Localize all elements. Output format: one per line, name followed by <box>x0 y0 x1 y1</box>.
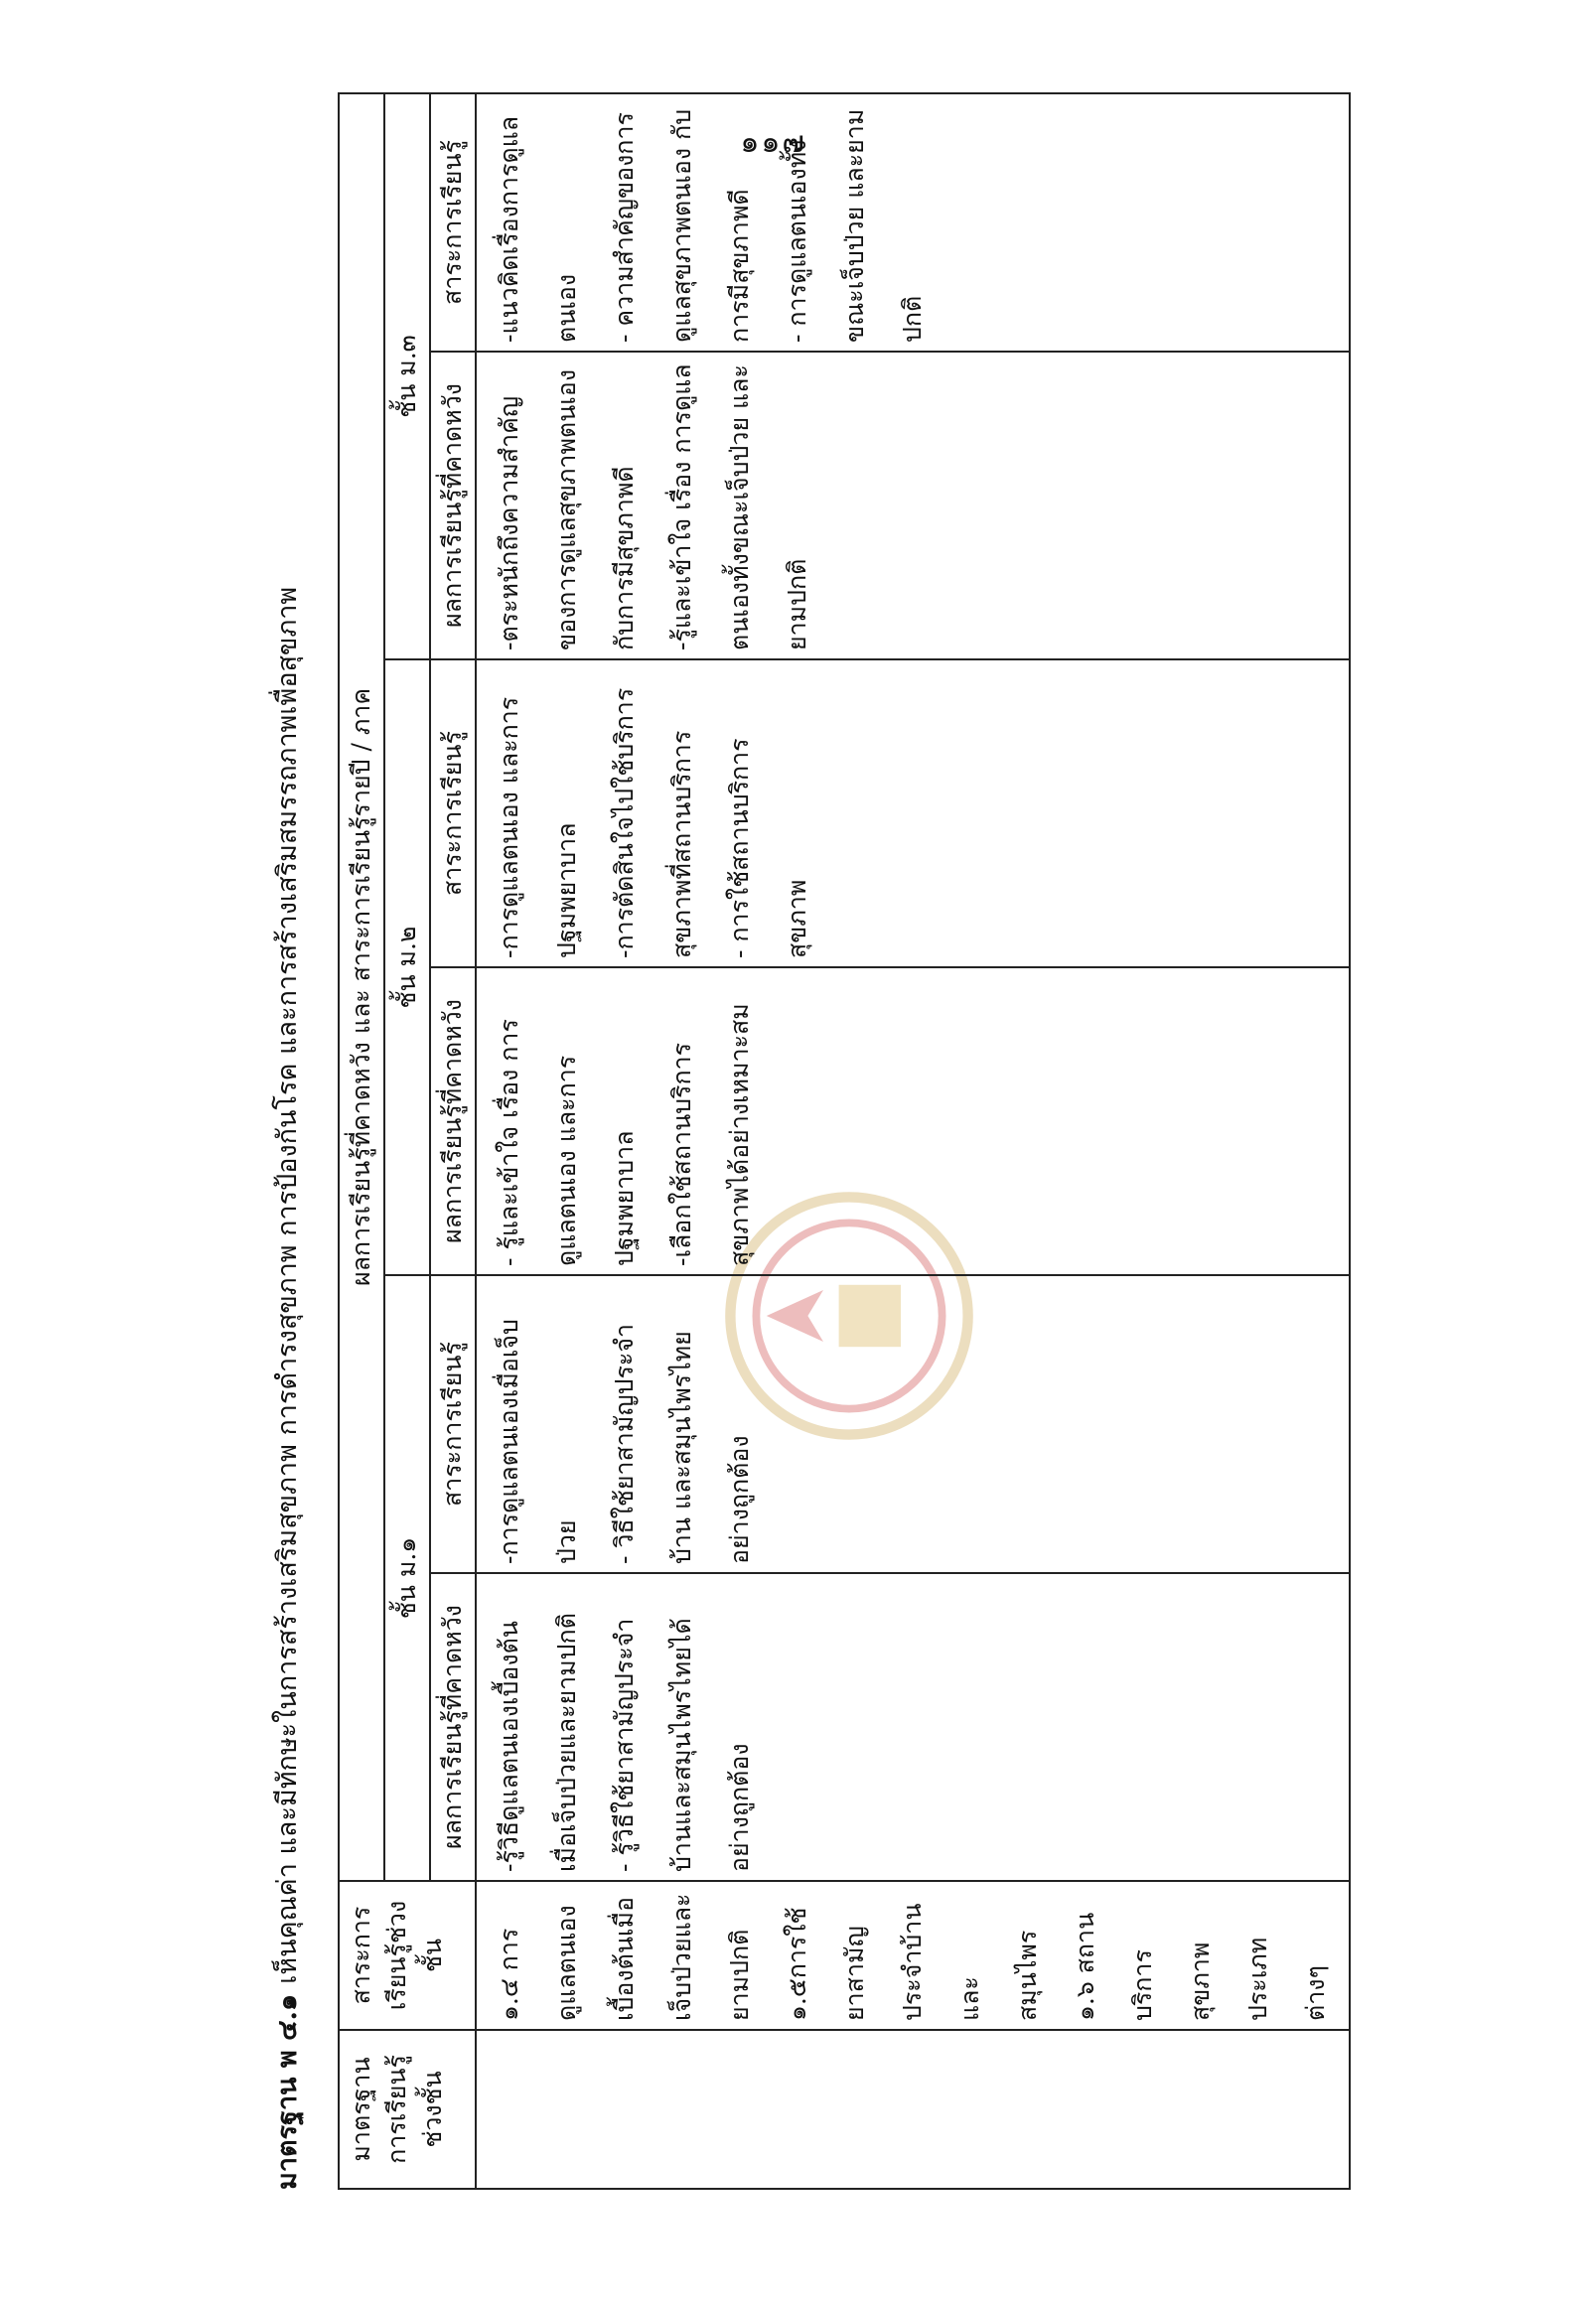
m3-content-item: - การดูแลตนเองทั้งขณะเจ็บป่วย และยามปกติ <box>783 108 927 343</box>
header-group: ผลการเรียนรู้ที่คาดหวัง และ สาระการเรียนรู้รายปี / ภาค <box>339 93 384 1881</box>
header-m1-content: สาระการเรียนรู้ <box>430 1275 476 1573</box>
cell-m1-expected <box>476 1573 1350 1881</box>
cell-standard <box>476 2030 1350 2189</box>
header-m3-content: สาระการเรียนรู้ <box>430 93 476 352</box>
m3-expected-item: -รู้และเข้าใจ เรื่อง การดูแลตนเองทั้งขณะเจ็บป่วย และยามปกติ <box>667 363 811 650</box>
m2-content-item: -การตัดสินใจไปใช้บริการสุขภาพที่สถานบริการ <box>610 687 696 958</box>
cell-m2-expected <box>476 967 1350 1275</box>
rotated-content <box>258 94 1330 2190</box>
header-grade-m2: ชั้น ม.๒ <box>384 659 430 1275</box>
m1-expected-item: - รู้วิธีใช้ยาสามัญประจำบ้านและสมุนไพรไทยได้อย่างถูกต้อง <box>610 1618 754 1872</box>
header-grade-m1: ชั้น ม.๑ <box>384 1275 430 1881</box>
m2-content-item: - การใช้สถานบริการสุขภาพ <box>725 738 811 958</box>
header-m2-expected: ผลการเรียนรู้ที่คาดหวัง <box>430 967 476 1275</box>
m2-expected-item: -เลือกใช้สถานบริการสุขภาพได้อย่างเหมาะสม <box>667 1003 754 1266</box>
header-grade-m3: ชั้น ม.๓ <box>384 93 430 659</box>
cell-m3-expected <box>476 352 1350 659</box>
core-item: ๑.๔ การดูแลตนเองเบื้องต้นเมื่อเจ็บป่วยและยามปกติ <box>495 1893 754 2021</box>
cell-m1-content <box>476 1275 1350 1573</box>
cell-core <box>476 1881 1350 2030</box>
standard-heading <box>258 94 318 2190</box>
m1-content-item: -การดูแลตนเองเมื่อเจ็บป่วย <box>495 1319 581 1564</box>
header-m2-content: สาระการเรียนรู้ <box>430 659 476 967</box>
header-m1-expected: ผลการเรียนรู้ที่คาดหวัง <box>430 1573 476 1881</box>
heading-label: มาตรฐาน พ ๔.๑ <box>272 1993 303 2190</box>
page-number: ๑๑๗ <box>740 125 806 160</box>
cell-m2-content <box>476 659 1350 967</box>
m1-expected-item: -รู้วิธีดูแลตนเองเบื้องต้นเมื่อเจ็บป่วยและยามปกติ <box>495 1613 581 1872</box>
curriculum-table <box>338 92 1351 2190</box>
m3-expected-item: -ตระหนักถึงความสำคัญของการดูแลสุขภาพตนเอง กับการมีสุขภาพดี <box>495 368 639 650</box>
m2-content-item: -การดูแลตนเอง และการปฐมพยาบาล <box>495 696 581 958</box>
m3-content-item: - ความสำคัญของการดูแลสุขภาพตนเอง กับการมีสุขภาพดี <box>610 108 754 343</box>
header-m3-expected: ผลการเรียนรู้ที่คาดหวัง <box>430 352 476 659</box>
header-standard: มาตรฐานการเรียนรู้ช่วงชั้น <box>339 2030 476 2189</box>
header-core-content: สาระการเรียนรู้ช่วงชั้น <box>339 1881 476 2030</box>
heading-text: เห็นคุณค่า และมีทักษะในการสร้างเสริมสุขภาพ การดำรงสุขภาพ การป้องกันโรค และการสร้างเสริมสมรรถภาพเพื่อสุขภาพ <box>272 586 303 1984</box>
m3-content-item: -แนวคิดเรื่องการดูแลตนเอง <box>495 115 581 343</box>
core-item: ๑.๕การใช้ยาสามัญประจำบ้านและสมุนไพร <box>783 1903 1042 2021</box>
cell-m3-content <box>476 93 1350 352</box>
m1-content-item: - วิธีใช้ยาสามัญประจำบ้าน และสมุนไพรไทยอย่างถูกต้อง <box>610 1323 754 1564</box>
core-item: ๑.๖ สถานบริการสุขภาพประเภทต่างๆ <box>1071 1912 1330 2021</box>
m2-expected-item: - รู้และเข้าใจ เรื่อง การดูแลตนเอง และการปฐมพยาบาล <box>495 1019 639 1266</box>
